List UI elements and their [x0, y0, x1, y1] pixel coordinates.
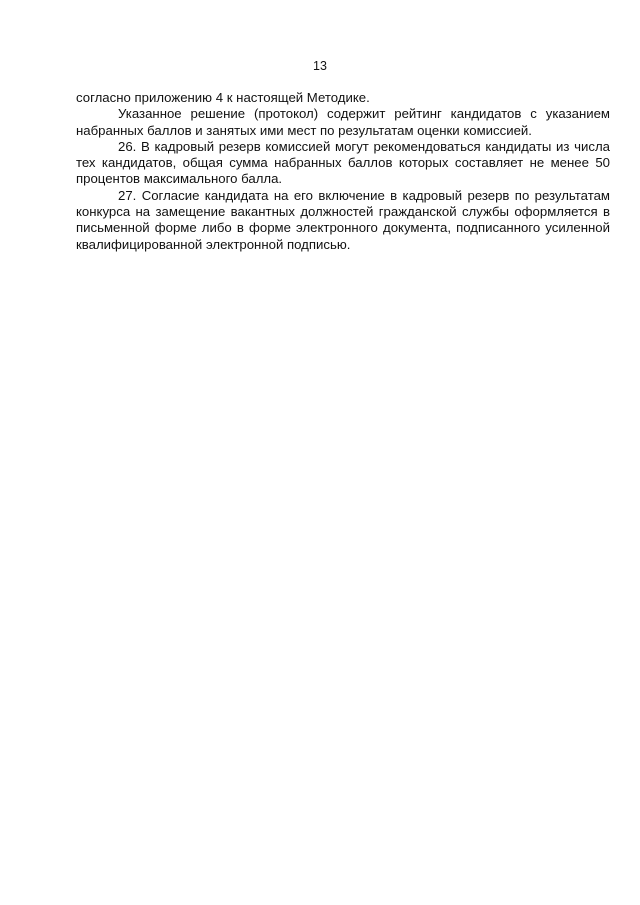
paragraph-item-26: 26. В кадровый резерв комиссией могут рекомендоваться кандидаты из числа тех кандидатов, общая сумма набранных баллов которых составляет не менее 50 процентов максимального балла. — [76, 138, 610, 187]
paragraph-item-27: 27. Согласие кандидата на его включение в кадровый резерв по результатам конкурса на замещение вакантных должностей гражданской службы оформляется в письменной форме либо в форме электронного документа, подписанного усиленной квалифицированной электронной подписью. — [76, 187, 610, 252]
document-body — [76, 90, 610, 253]
paragraph-continuation: согласно приложению 4 к настоящей Методике. — [76, 90, 370, 105]
page-number: 13 — [313, 59, 327, 73]
paragraph-decision-rating: Указанное решение (протокол) содержит рейтинг кандидатов с указанием набранных баллов и занятых ими мест по результатам оценки комиссией. — [76, 106, 610, 138]
